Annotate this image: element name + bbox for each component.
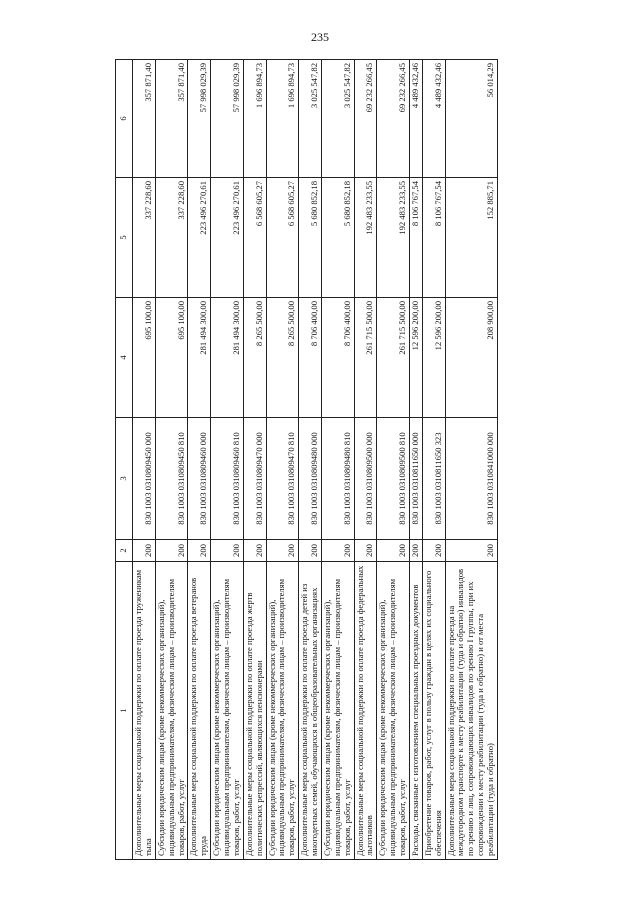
row-col2: 200 [133, 540, 156, 562]
row-col2: 200 [354, 540, 377, 562]
row-name: Дополнительные меры социальной поддержки по оплате проезда ветеранов труда [188, 562, 211, 860]
row-remainder: 357 871,40 [133, 60, 156, 178]
budget-table [115, 59, 498, 860]
row-code: 830 1003 0310809450 000 [133, 418, 156, 540]
row-col2: 200 [266, 540, 299, 562]
row-col2: 200 [409, 540, 422, 562]
row-col2: 200 [243, 540, 266, 562]
row-code: 830 1003 0310809460 810 [211, 418, 244, 540]
row-plan: 8 706 400,00 [299, 298, 322, 418]
row-name: Дополнительные меры социальной поддержки по оплате проезда жертв политических репрессий, являющихся пенсионерами [243, 562, 266, 860]
row-col2: 200 [422, 540, 445, 562]
row-code: 830 1003 0310809480 810 [321, 418, 354, 540]
header-col-2: 2 [116, 540, 133, 562]
row-name: Дополнительные меры социальной поддержки по оплате проезда детей из многодетных семей, обучающихся в общеобразовательных организациях [299, 562, 322, 860]
header-row [116, 60, 133, 860]
row-fact: 6 568 605,27 [243, 178, 266, 298]
row-fact: 5 680 852,18 [299, 178, 322, 298]
row-code: 830 1003 0310809500 000 [354, 418, 377, 540]
row-plan: 281 494 300,00 [211, 298, 244, 418]
row-plan: 261 715 500,00 [377, 298, 410, 418]
table-row [188, 60, 211, 860]
row-col2: 200 [377, 540, 410, 562]
row-fact: 223 496 270,61 [188, 178, 211, 298]
table-row [266, 60, 299, 860]
row-code: 830 1003 0310809470 810 [266, 418, 299, 540]
row-fact: 337 228,60 [133, 178, 156, 298]
row-code: 830 1003 0310809500 810 [377, 418, 410, 540]
row-remainder: 3 025 547,82 [299, 60, 322, 178]
table-row [211, 60, 244, 860]
rotated-table-container [115, 60, 565, 860]
row-remainder: 69 232 266,45 [354, 60, 377, 178]
row-remainder: 69 232 266,45 [377, 60, 410, 178]
table-row [409, 60, 422, 860]
row-name: Субсидии юридическим лицам (кроме некоммерческих организаций), индивидуальным предпринимателям, физическим лицам – производителям товаров, работ, услуг [321, 562, 354, 860]
table-row [299, 60, 322, 860]
row-plan: 8 706 400,00 [321, 298, 354, 418]
header-col-1: 1 [116, 562, 133, 860]
table-row [243, 60, 266, 860]
row-col2: 200 [445, 540, 497, 562]
row-fact: 5 680 852,18 [321, 178, 354, 298]
row-code: 830 1003 0310809460 000 [188, 418, 211, 540]
row-code: 830 1003 0310811650 323 [422, 418, 445, 540]
row-col2: 200 [321, 540, 354, 562]
row-remainder: 4 489 432,46 [422, 60, 445, 178]
row-col2: 200 [155, 540, 188, 562]
row-plan: 281 494 300,00 [188, 298, 211, 418]
row-plan: 695 100,00 [155, 298, 188, 418]
row-fact: 192 483 233,55 [354, 178, 377, 298]
row-name: Расходы, связанные с изготовлением специальных проездных документов [409, 562, 422, 860]
row-remainder: 57 998 029,39 [188, 60, 211, 178]
row-plan: 12 596 200,00 [422, 298, 445, 418]
row-name: Субсидии юридическим лицам (кроме некоммерческих организаций), индивидуальным предпринимателям, физическим лицам – производителям товаров, работ, услуг [211, 562, 244, 860]
row-plan: 12 596 200,00 [409, 298, 422, 418]
table-row [354, 60, 377, 860]
row-fact: 152 885,71 [445, 178, 497, 298]
row-name: Дополнительные меры социальной поддержки по оплате проезда труженикам тыла [133, 562, 156, 860]
table-row [133, 60, 156, 860]
row-plan: 8 265 500,00 [243, 298, 266, 418]
row-code: 830 1003 0310841000 000 [445, 418, 497, 540]
row-plan: 695 100,00 [133, 298, 156, 418]
table-row [321, 60, 354, 860]
row-col2: 200 [299, 540, 322, 562]
row-remainder: 357 871,40 [155, 60, 188, 178]
table-row [445, 60, 497, 860]
row-remainder: 1 696 894,73 [243, 60, 266, 178]
row-remainder: 4 489 432,46 [409, 60, 422, 178]
table-row [377, 60, 410, 860]
row-fact: 6 568 605,27 [266, 178, 299, 298]
row-fact: 8 106 767,54 [409, 178, 422, 298]
header-col-6: 6 [116, 60, 133, 178]
row-code: 830 1003 0310809480 000 [299, 418, 322, 540]
table-row [422, 60, 445, 860]
row-plan: 261 715 500,00 [354, 298, 377, 418]
row-remainder: 3 025 547,82 [321, 60, 354, 178]
header-col-3: 3 [116, 418, 133, 540]
table-row [155, 60, 188, 860]
row-fact: 223 496 270,61 [211, 178, 244, 298]
rotated-content [115, 60, 565, 860]
row-name: Субсидии юридическим лицам (кроме некоммерческих организаций), индивидуальным предпринимателям, физическим лицам – производителям товаров, работ, услуг [155, 562, 188, 860]
row-name: Дополнительные меры социальной поддержки по оплате проезда на междугородном транспорте к месту реабилитации (туда и обратно) инвалидов по зрению и лиц, сопровождающих инвалидов по зрению I группы, при их сопровождении к месту реабилитации (туда и обратно) и от места реабилитации (туда и обратно) [445, 562, 497, 860]
header-col-4: 4 [116, 298, 133, 418]
row-plan: 208 900,00 [445, 298, 497, 418]
row-plan: 8 265 500,00 [266, 298, 299, 418]
row-name: Субсидии юридическим лицам (кроме некоммерческих организаций), индивидуальным предпринимателям, физическим лицам – производителям товаров, работ, услуг [266, 562, 299, 860]
row-code: 830 1003 0310811650 000 [409, 418, 422, 540]
row-col2: 200 [211, 540, 244, 562]
row-name: Дополнительные меры социальной поддержки по оплате проезда федеральных льготников [354, 562, 377, 860]
row-fact: 337 228,60 [155, 178, 188, 298]
row-remainder: 56 014,29 [445, 60, 497, 178]
header-col-5: 5 [116, 178, 133, 298]
row-fact: 8 106 767,54 [422, 178, 445, 298]
row-remainder: 57 998 029,39 [211, 60, 244, 178]
row-remainder: 1 696 894,73 [266, 60, 299, 178]
row-code: 830 1003 0310809450 810 [155, 418, 188, 540]
row-name: Приобретение товаров, работ, услуг в пользу граждан в целях их социального обеспечения [422, 562, 445, 860]
page-number: 235 [311, 30, 329, 44]
row-fact: 192 483 233,55 [377, 178, 410, 298]
row-code: 830 1003 0310809470 000 [243, 418, 266, 540]
row-name: Субсидии юридическим лицам (кроме некоммерческих организаций), индивидуальным предпринимателям, физическим лицам – производителям товаров, работ, услуг [377, 562, 410, 860]
row-col2: 200 [188, 540, 211, 562]
